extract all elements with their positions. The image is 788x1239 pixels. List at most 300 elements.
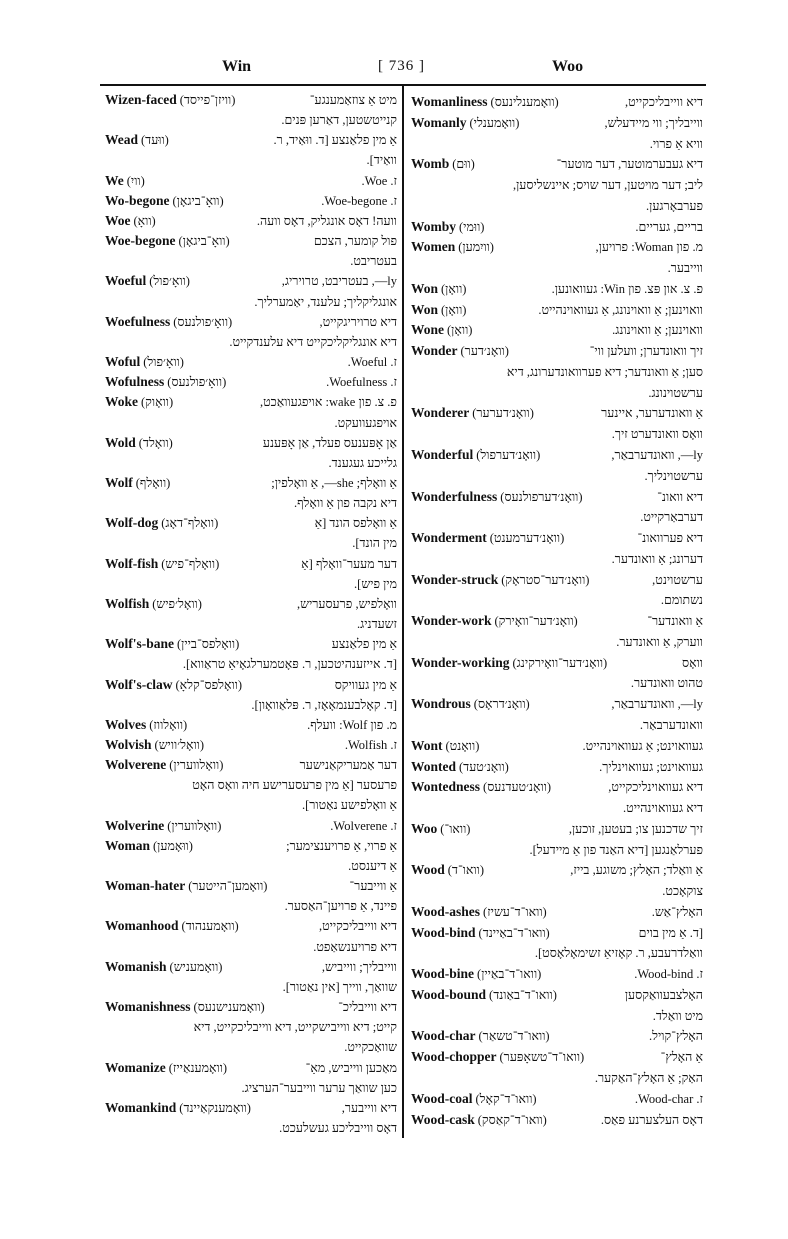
- definition: אַ ווייבער־: [349, 879, 397, 894]
- definition: דיא אונגליקליכקייט דיא עלענדקייט.: [229, 334, 397, 349]
- entry-line: [411, 321, 703, 339]
- headword: Womanish: [105, 958, 167, 974]
- headword: Wood: [411, 862, 445, 878]
- page-number: [ 736 ]: [378, 58, 425, 74]
- entry-line: [105, 676, 397, 694]
- headword: Wo-begone: [105, 192, 170, 208]
- pronunciation: (וואו־ד־באַיינד): [478, 925, 550, 940]
- continuation-line: [105, 1018, 397, 1036]
- headword: Woman-hater: [105, 878, 186, 894]
- definition: האָלץ־קויל.: [649, 1029, 703, 1044]
- definition: ז. Wood-bind.: [634, 967, 703, 982]
- definition: ווייבער.: [667, 261, 703, 276]
- entry-line: [411, 342, 703, 360]
- entry-line: [411, 861, 703, 879]
- pronunciation: (וואָמענלי): [469, 115, 520, 130]
- continuation-line: [105, 897, 397, 915]
- continuation-line: [105, 978, 397, 996]
- headword: Woe-begone: [105, 233, 176, 249]
- pronunciation: (וואָ): [133, 213, 156, 228]
- continuation-line: [105, 938, 397, 956]
- pronunciation: (וואָלווערין): [169, 758, 224, 773]
- headword: Woo: [411, 820, 438, 836]
- entry-line: [105, 756, 397, 774]
- definition: דערונג; אַ וואונדער.: [611, 551, 703, 566]
- pronunciation: (וואָנט): [445, 738, 480, 753]
- headword: Wood-bound: [411, 986, 487, 1002]
- entry-line: [105, 1059, 397, 1077]
- pronunciation: (וואָנ׳דערפולנעס): [500, 489, 583, 504]
- right-column: [411, 93, 703, 1129]
- entry-line: [105, 393, 397, 411]
- entry-line: [105, 91, 397, 109]
- pronunciation: (וואָלווז): [149, 717, 188, 732]
- definition: ערשטוינונג.: [648, 385, 703, 400]
- definition: דיא ווייבליכ־: [338, 1000, 397, 1015]
- definition: ז. Woeful.: [347, 355, 397, 370]
- definition: דיא וואונ־: [657, 489, 703, 504]
- entry-line: [411, 93, 703, 111]
- pronunciation: (ווּאָמען): [153, 838, 193, 853]
- entry-line: [411, 280, 703, 298]
- headword: Wizen-faced: [105, 92, 177, 107]
- continuation-line: [411, 259, 703, 277]
- definition: דיא געבערמוטער, דער מוטער־: [556, 157, 703, 172]
- pronunciation: (וואו־ד־קאַסק): [477, 1112, 547, 1127]
- pronunciation: (וואָל׳פיש): [152, 596, 202, 611]
- definition: שוואַך, ווייך [אין נאַטור].: [282, 979, 397, 994]
- definition: דערבאַרקייט.: [640, 510, 703, 525]
- definition: ז. Woe-begone.: [321, 193, 397, 208]
- continuation-line: [105, 615, 397, 633]
- headword: Womankind: [105, 1099, 177, 1115]
- definition: פערבאָרגען.: [646, 198, 703, 213]
- definition: אויפגעוועקט.: [334, 415, 397, 430]
- definition: דאָס ווייבליכע געשלעכט.: [279, 1120, 397, 1135]
- pronunciation: (וואו־ד־עשיז): [483, 904, 547, 919]
- entry-line: [105, 635, 397, 653]
- headword: Wolf-fish: [105, 555, 159, 571]
- continuation-line: [411, 508, 703, 526]
- left-guide-word: Win: [222, 58, 252, 75]
- headword: Woman: [105, 837, 151, 853]
- pronunciation: (וואו־ד־באַיין): [477, 967, 542, 982]
- pronunciation: (וואָנ׳דער): [460, 344, 509, 359]
- continuation-line: [105, 111, 397, 129]
- definition: האָלצבעוואַקסען: [624, 987, 703, 1002]
- pronunciation: (וואו־ד־באַונד): [489, 987, 557, 1002]
- definition: סען; אַ וואונדער; דיא פערוואונדערונג, דיא: [506, 364, 703, 379]
- continuation-line: [105, 333, 397, 351]
- definition: ערשטוינט,: [652, 572, 703, 587]
- headword: Wonderer: [411, 405, 470, 421]
- definition: אַ דיענסט.: [348, 858, 397, 873]
- continuation-line: [411, 591, 703, 609]
- definition: אַ וואָלף; she—, אַ וואָלפין;: [271, 475, 397, 490]
- headword: Women: [411, 239, 456, 255]
- entry-line: [411, 1111, 703, 1129]
- headword: Womb: [411, 156, 450, 172]
- headword: Womanly: [411, 114, 467, 130]
- pronunciation: (וואָ׳פול): [149, 274, 190, 289]
- entry-line: [411, 1090, 703, 1108]
- headword: Wolverene: [105, 757, 167, 773]
- definition: בריים, געריים.: [635, 219, 703, 234]
- definition: דיא פרויענשאַפט.: [313, 939, 397, 954]
- definition: וואָלפיש, פרעסעריש,: [296, 596, 397, 611]
- continuation-line: [105, 534, 397, 552]
- headword: Wood-char: [411, 1028, 476, 1044]
- pronunciation: (וואָלפס־קלאָ): [175, 677, 243, 692]
- headword: Wont: [411, 737, 443, 753]
- continuation-line: [411, 384, 703, 402]
- column-divider: [402, 86, 404, 1138]
- headword: Wood-cask: [411, 1111, 475, 1127]
- headword: Womby: [411, 218, 457, 234]
- definition: וואוינען; אַ וואוינונג.: [612, 323, 703, 338]
- headword: Won: [411, 301, 439, 317]
- headword: Womanize: [105, 1059, 166, 1075]
- headword: Womanishness: [105, 999, 191, 1015]
- definition: דיא ווייבער,: [341, 1100, 397, 1115]
- definition: וואָס וואונדערט זיך.: [611, 427, 703, 442]
- pronunciation: (וואָמענישנעס): [193, 1000, 265, 1015]
- definition: שוואַכקייט.: [344, 1040, 397, 1055]
- entry-line: [105, 353, 397, 371]
- headword: Wold: [105, 434, 136, 450]
- definition: [ד. קאָלבענמאָאָז, ר. פּלאַוואָון].: [251, 697, 397, 712]
- entry-line: [411, 488, 703, 506]
- definition: אַ מין געוויקס: [334, 677, 397, 692]
- entry-line: [105, 736, 397, 754]
- entry-line: [411, 654, 703, 672]
- headword: Wolf-dog: [105, 515, 159, 531]
- entry-line: [105, 1099, 397, 1117]
- definition: מין הונד].: [352, 536, 397, 551]
- entry-line: [105, 172, 397, 190]
- pronunciation: (וואו־): [440, 821, 471, 836]
- definition: וועה! דאָס אונגליק, דאָס וועה.: [256, 213, 397, 228]
- pronunciation: (וויזן־פייסד): [179, 93, 236, 107]
- entry-line: [411, 446, 703, 464]
- pronunciation: (וואו־ד־טשאַר): [478, 1029, 550, 1044]
- definition: דיא נקבה פון אַ וואָלף.: [293, 496, 397, 511]
- pronunciation: (וואָמען־הייטער): [188, 879, 268, 894]
- continuation-line: [411, 716, 703, 734]
- definition: [ד. אַ מין בוים: [638, 925, 703, 940]
- pronunciation: (וואָן): [441, 302, 467, 317]
- headword: Woke: [105, 394, 139, 410]
- headword: Womanhood: [105, 918, 179, 934]
- entry-line: [411, 965, 703, 983]
- entry-line: [411, 1048, 703, 1066]
- definition: ליב; דער מויטען, דער שויס; איינשליסען,: [512, 178, 703, 193]
- definition: וויא אַ פרוי.: [649, 136, 703, 151]
- entry-line: [411, 737, 703, 755]
- definition: מיט וואַלד.: [652, 1008, 703, 1023]
- definition: ז. Wolverene.: [330, 818, 397, 833]
- headword: Wonderfulness: [411, 488, 498, 504]
- entry-line: [105, 998, 397, 1016]
- pronunciation: (וואָ׳פולנעס): [173, 314, 233, 329]
- continuation-line: [411, 135, 703, 153]
- headword: Wone: [411, 322, 445, 338]
- definition: ז. Wolfish.: [344, 738, 397, 752]
- definition: פערלאַנגען [דיא האַנד פון אַ מיידעל].: [529, 842, 703, 857]
- definition: דער מעער־וואָלף [אַ: [301, 556, 397, 571]
- pronunciation: (וואָלד): [138, 435, 173, 450]
- definition: ly—, וואונדערבאַר,: [611, 448, 703, 463]
- definition: נשתומם.: [660, 593, 703, 608]
- headword: Wolf's-bane: [105, 636, 175, 652]
- pronunciation: (וואָנ׳דער־סטראָק): [501, 572, 590, 587]
- pronunciation: (וואָנ׳דערמענט): [489, 531, 565, 546]
- definition: אַן אָפּענעס פעלד, אַן אָפּענע: [262, 435, 397, 450]
- definition: דיא פערוואונ־: [637, 531, 703, 546]
- entry-line: [411, 612, 703, 630]
- pronunciation: (וואָנ׳דער־וואָירק): [494, 614, 578, 629]
- entry-line: [411, 695, 703, 713]
- entry-line: [105, 555, 397, 573]
- entry-line: [105, 474, 397, 492]
- definition: אַ האָלץ־: [660, 1050, 703, 1065]
- headword: Wood-chopper: [411, 1049, 497, 1065]
- entry-line: [105, 917, 397, 935]
- continuation-line: [105, 414, 397, 432]
- pronunciation: (וואָוק): [141, 395, 174, 410]
- entry-line: [105, 272, 397, 290]
- continuation-line: [411, 467, 703, 485]
- pronunciation: (וואָן): [447, 323, 473, 338]
- continuation-line: [105, 696, 397, 714]
- entry-line: [105, 817, 397, 835]
- right-guide-word: Woo: [552, 58, 584, 75]
- definition: אונגליקליך; עלענד, יאַמערליך.: [254, 294, 397, 309]
- pronunciation: (וואָמענקאַיינד): [179, 1100, 251, 1115]
- pronunciation: (וויִמען): [458, 240, 494, 255]
- continuation-line: [105, 655, 397, 673]
- definition: ז. Wood-char.: [634, 1091, 703, 1106]
- entry-line: [411, 903, 703, 921]
- entry-line: [411, 301, 703, 319]
- headword: Wood-coal: [411, 1090, 473, 1106]
- pronunciation: (וואָ׳פול): [143, 355, 184, 370]
- entry-line: [411, 238, 703, 256]
- definition: דיא טרויריגקייט,: [319, 314, 397, 329]
- headword: Wonder-struck: [411, 571, 499, 587]
- definition: וואַיד].: [366, 153, 397, 168]
- definition: דיא געוואוינליכקייט,: [608, 780, 703, 795]
- entry-line: [411, 1027, 703, 1045]
- headword: Woefulness: [105, 313, 171, 329]
- continuation-line: [105, 151, 397, 169]
- pronunciation: (וואָ־ביגאָן): [172, 193, 224, 208]
- definition: אַ פרוי, אַ פרויענצימער;: [286, 838, 397, 853]
- entry-line: [105, 877, 397, 895]
- definition: קייט; דיא ווייבישקייט, דיא ווייבליכקייט, דיא: [193, 1020, 397, 1035]
- headword: Wonderment: [411, 530, 487, 546]
- definition: אַ וואַלד; האָלץ; משוגע, בייז,: [570, 863, 703, 878]
- continuation-line: [411, 1007, 703, 1025]
- entry-line: [411, 758, 703, 776]
- pronunciation: (וואָמענאַייז): [168, 1060, 228, 1075]
- entry-line: [105, 434, 397, 452]
- pronunciation: (וואָלף־פיש): [161, 556, 220, 571]
- definition: דיא ווייבליכקייט,: [318, 919, 397, 934]
- definition: דיא ווייבליכקייט,: [624, 95, 703, 109]
- continuation-line: [105, 252, 397, 270]
- definition: זשעדניג.: [356, 617, 397, 632]
- continuation-line: [411, 1069, 703, 1087]
- definition: אַ וואָלפס הונד [אַ: [314, 516, 397, 531]
- pronunciation: (וואָנ׳טעד): [459, 759, 509, 774]
- definition: מאַכען ווייביש, מאַ־: [305, 1060, 397, 1075]
- left-column: [105, 91, 397, 1137]
- continuation-line: [105, 857, 397, 875]
- pronunciation: (וואָלפס־ביין): [177, 637, 240, 652]
- entry-line: [105, 595, 397, 613]
- definition: וואַלדרעבע, ר. קאָזיאַ זשימאָלאָסט].: [534, 946, 703, 961]
- pronunciation: (וואָנ׳דערער): [472, 406, 534, 421]
- entry-line: [411, 404, 703, 422]
- headword: Won: [411, 280, 439, 296]
- pronunciation: (וואָנ׳דער־וואָירקינג): [512, 655, 608, 670]
- continuation-line: [411, 550, 703, 568]
- headword: Wonder-working: [411, 654, 510, 670]
- definition: קנייטשטען, דאַרען פּנים.: [281, 113, 397, 128]
- continuation-line: [105, 454, 397, 472]
- definition: ly—, וואונדערבאַר,: [611, 697, 703, 712]
- definition: זיך וואונדערן; וועלען ווי־: [589, 344, 703, 359]
- pronunciation: (ווּעד): [141, 133, 169, 148]
- headword: Wonderful: [411, 447, 474, 463]
- definition: מין פיש].: [354, 576, 397, 591]
- entry-line: [105, 232, 397, 250]
- continuation-line: [411, 799, 703, 817]
- headword: Wonted: [411, 758, 457, 774]
- definition: פיינד, אַ פרויען־האַסער.: [284, 899, 397, 914]
- continuation-line: [411, 176, 703, 194]
- entry-line: [105, 837, 397, 855]
- pronunciation: (וואו־ד): [447, 863, 484, 878]
- definition: בעטריבט.: [350, 254, 397, 269]
- continuation-line: [105, 1119, 397, 1137]
- pronunciation: (ווּמי): [459, 219, 485, 234]
- definition: ז. Woe.: [361, 173, 397, 188]
- headword: Wolves: [105, 716, 147, 732]
- continuation-line: [411, 363, 703, 381]
- definition: געוואוינט; געוואוינליך.: [599, 759, 703, 774]
- entry-line: [105, 131, 397, 149]
- headword: Wondrous: [411, 696, 471, 712]
- headword: Wofulness: [105, 374, 165, 390]
- headword: Wontedness: [411, 779, 481, 795]
- continuation-line: [105, 494, 397, 512]
- continuation-line: [105, 575, 397, 593]
- definition: ערשטוינליך.: [644, 468, 703, 483]
- definition: ז. Woefulness.: [326, 375, 397, 390]
- entry-line: [411, 155, 703, 173]
- definition: מיט אַ צוזאַמענגע־: [309, 93, 397, 107]
- pronunciation: (וואָמענהוד): [181, 919, 239, 934]
- entry-line: [411, 778, 703, 796]
- pronunciation: (וויִ): [126, 173, 145, 188]
- pronunciation: (וואָן): [441, 281, 467, 296]
- pronunciation: (וואָמעניש): [169, 959, 223, 974]
- definition: פול קומער, הצכם: [313, 234, 397, 249]
- continuation-line: [411, 425, 703, 443]
- pronunciation: (וואו־ד־טשאָפּער): [499, 1050, 585, 1065]
- entry-line: [105, 514, 397, 532]
- definition: געוואוינט; אַ געוואוינהייט.: [582, 738, 703, 753]
- definition: אַ מין פלאַנצע [ד. ווּאַיד, ר.: [273, 133, 397, 148]
- headword: Woe: [105, 212, 131, 228]
- pronunciation: (וואָ׳פולנעס): [167, 375, 227, 390]
- definition: ווייבליך; ווי מיידעלש,: [604, 115, 703, 130]
- definition: וואוינען; אַ וואוינונג, אַ געוואוינהייט.: [538, 302, 703, 317]
- definition: אַ מין פלאַנצע: [331, 637, 397, 652]
- headword: Wood-bind: [411, 924, 476, 940]
- headword: Womanliness: [411, 94, 488, 109]
- definition: אַ וואָלפישע נאַטור].: [302, 798, 397, 813]
- definition: זיך שדכנען צו; בעטען, זוכען,: [568, 821, 703, 836]
- pronunciation: (ווּם): [452, 157, 475, 172]
- entry-line: [411, 820, 703, 838]
- entry-line: [105, 192, 397, 210]
- pronunciation: (וואָלף־דאָג): [161, 516, 219, 531]
- continuation-line: [105, 796, 397, 814]
- definition: פרעסער [אַ מין פרעסערישע חיה וואָס האָט: [192, 778, 397, 793]
- definition: פ. צ. און פּצ. פון Win: געוואונען.: [551, 281, 703, 296]
- pronunciation: (וואָ־ביגאָן): [178, 234, 230, 249]
- definition: צוקאָכט.: [662, 884, 703, 899]
- headword: Wolvish: [105, 737, 152, 752]
- definition: אַ וואונדער־: [647, 614, 703, 629]
- entry-line: [411, 571, 703, 589]
- definition: האָלץ־אַש.: [651, 904, 703, 919]
- headword: Wead: [105, 132, 139, 148]
- definition: דער אַמעריקאַנישער: [299, 758, 397, 773]
- headword: Woful: [105, 354, 141, 370]
- definition: האַק; אַ האָלץ־האַקער.: [594, 1070, 703, 1085]
- continuation-line: [411, 633, 703, 651]
- pronunciation: (וואָנ׳דראָס): [473, 697, 530, 712]
- continuation-line: [411, 882, 703, 900]
- definition: [ד. אייזענהיטכען, ר. פּאָטמערלגאָיאַ טראַווא].: [182, 657, 397, 672]
- definition: מ. פון Woman: פרויען,: [595, 240, 703, 255]
- entry-line: [105, 716, 397, 734]
- pronunciation: (וואָלווערין): [167, 818, 222, 833]
- entry-line: [411, 924, 703, 942]
- definition: דיא געוואוינהייט.: [623, 801, 703, 816]
- entry-line: [105, 373, 397, 391]
- continuation-line: [105, 1079, 397, 1097]
- definition: טהוט וואונדער.: [630, 676, 703, 691]
- definition: ווייבליך; ווייביש,: [321, 959, 397, 974]
- headword: Wood-bine: [411, 966, 475, 982]
- headword: Wonder-work: [411, 613, 492, 629]
- pronunciation: (וואָנ׳טעדנעס): [483, 780, 552, 795]
- headword: We: [105, 172, 124, 188]
- pronunciation: (וואו־ד־קאָל): [475, 1091, 537, 1106]
- definition: מ. פון Wolf: וועלף.: [307, 717, 397, 732]
- entry-line: [411, 986, 703, 1004]
- continuation-line: [105, 776, 397, 794]
- continuation-line: [105, 1038, 397, 1056]
- definition: וואָס: [681, 655, 703, 670]
- continuation-line: [411, 841, 703, 859]
- continuation-line: [411, 944, 703, 962]
